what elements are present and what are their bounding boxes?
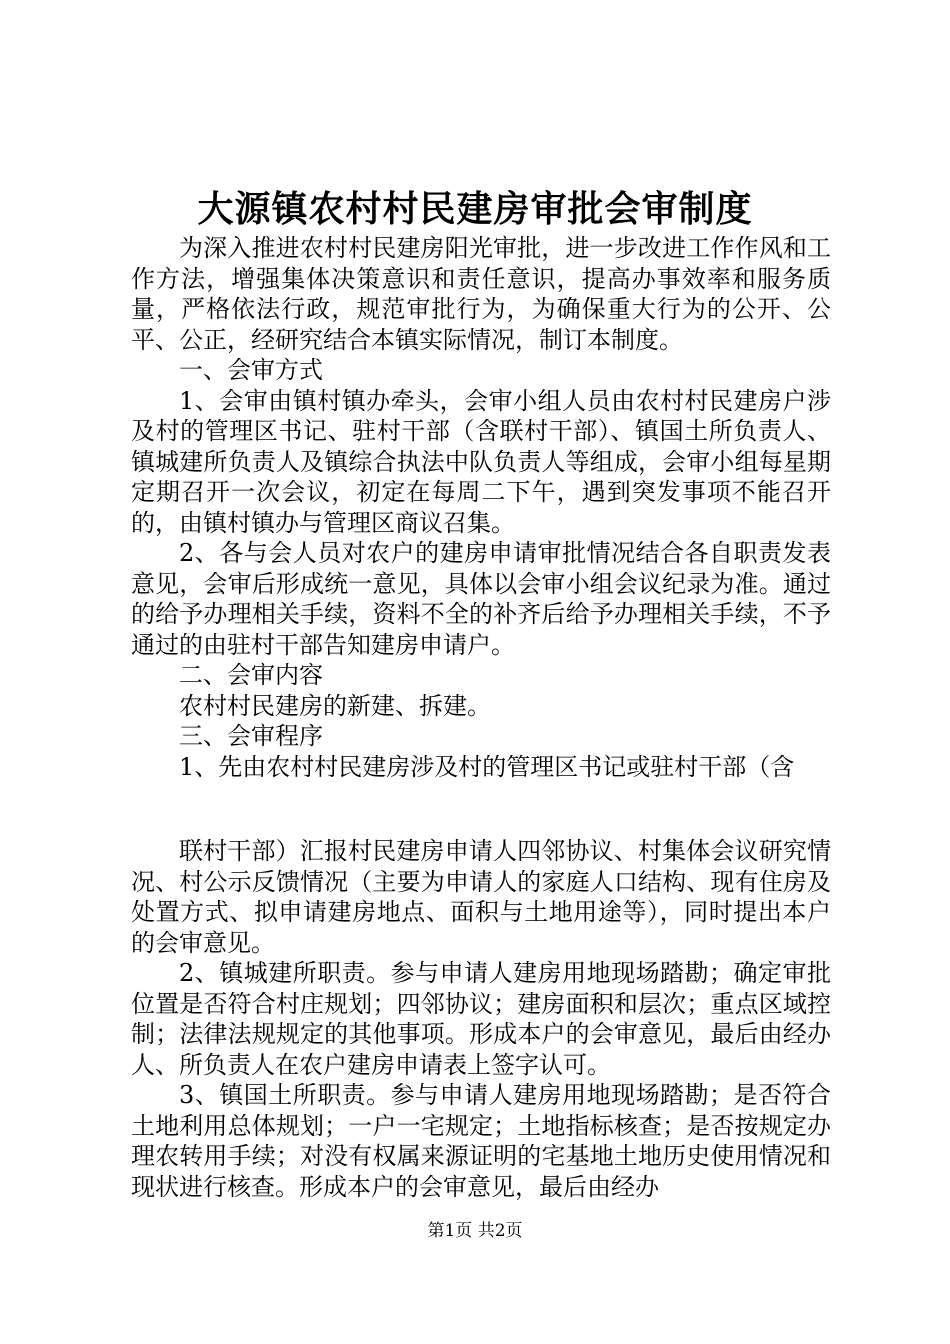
paragraph-procedure-3: 3、镇国土所职责。参与申请人建房用地现场踏勘；是否符合土地利用总体规划；一户一宅规定；土地指标核查；是否按规定办理农转用手续；对没有权属来源证明的宅基地土地历史使用情况和现状进行核查。形成本户的会审意见，最后由经办: [131, 1081, 831, 1201]
paragraph-method-2: 2、各与会人员对农户的建房申请审批情况结合各自职责发表意见，会审后形成统一意见，具体以会审小组会议纪录为准。通过的给予办理相关手续，资料不全的补齐后给予办理相关手续，不予通过的由驻村干部告知建房申请户。: [131, 539, 831, 659]
paragraph-intro: 为深入推进农村村民建房阳光审批，进一步改进工作作风和工作方法，增强集体决策意识和责任意识，提高办事效率和服务质量，严格依法行政，规范审批行为，为确保重大行为的公开、公平、公正，经研究结合本镇实际情况，制订本制度。: [131, 234, 831, 354]
page-footer: 第1页 共2页: [427, 1221, 523, 1241]
paragraph-procedure-1-cont: 联村干部）汇报村民建房申请人四邻协议、村集体会议研究情况、村公示反馈情况（主要为申请人的家庭人口结构、现有住房及处置方式、拟申请建房地点、面积与土地用途等），同时提出本户的会审意见。: [131, 837, 831, 957]
paragraph-procedure-2: 2、镇城建所职责。参与申请人建房用地现场踏勘；确定审批位置是否符合村庄规划；四邻协议；建房面积和层次；重点区域控制；法律法规规定的其他事项。形成本户的会审意见，最后由经办人、所负责人在农户建房申请表上签字认可。: [131, 959, 831, 1079]
paragraph-method-1: 1、会审由镇村镇办牵头，会审小组人员由农村村民建房户涉及村的管理区书记、驻村干部（含联村干部）、镇国土所负责人、镇城建所负责人及镇综合执法中队负责人等组成，会审小组每星期定期召开一次会议，初定在每周二下午，遇到突发事项不能召开的，由镇村镇办与管理区商议召集。: [131, 386, 831, 537]
document-title: 大源镇农村村民建房审批会审制度: [197, 188, 753, 230]
paragraph-gap: [131, 782, 831, 836]
section-heading-content: 二、会审内容: [179, 661, 323, 689]
document-body: [131, 233, 831, 1202]
section-heading-method: 一、会审方式: [179, 356, 323, 384]
paragraph-content: 农村村民建房的新建、拆建。: [179, 691, 491, 720]
paragraph-procedure-1-start: 1、先由农村村民建房涉及村的管理区书记或驻村干部（含: [179, 752, 795, 781]
section-heading-procedure: 三、会审程序: [179, 722, 323, 750]
